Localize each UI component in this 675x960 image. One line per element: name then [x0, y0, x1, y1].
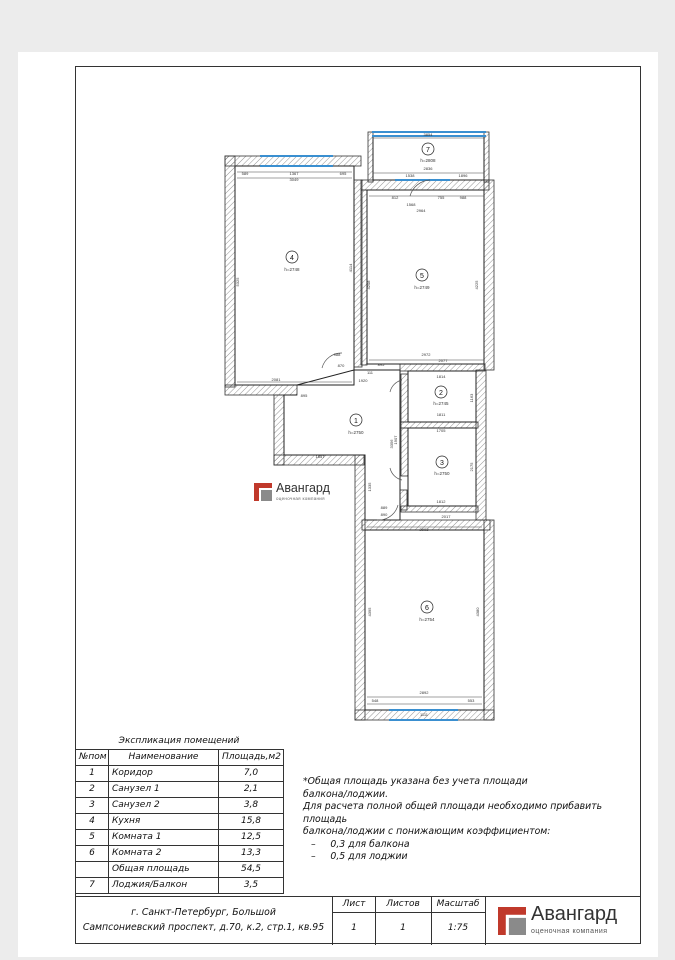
- dim-label: 1907: [393, 435, 398, 445]
- wall: [361, 190, 367, 365]
- note-line: балкона/лоджии с понижающим коэффициентом:: [303, 826, 551, 837]
- dim-label: 1811: [436, 412, 446, 417]
- cell-area: 3,5: [219, 878, 284, 894]
- room-num: 6: [425, 605, 429, 612]
- dim-label: 2892: [419, 690, 429, 695]
- scale-value: 1:75: [447, 923, 469, 933]
- table-row: [76, 830, 284, 846]
- dim-label: 890: [380, 512, 388, 517]
- table-header-row: [76, 750, 284, 766]
- wall: [368, 132, 373, 182]
- dim-label: 1538: [405, 173, 415, 178]
- wall: [484, 520, 494, 720]
- wall: [476, 370, 486, 520]
- dim-label: 548: [371, 698, 379, 703]
- room-num: 3: [440, 460, 444, 467]
- dim-label: 1896: [458, 173, 468, 178]
- note-line: Для расчета полной общей площади необходимо прибавить: [303, 801, 603, 812]
- wall: [400, 490, 407, 510]
- table-row: [76, 814, 284, 830]
- dim-label: 5325: [235, 277, 240, 287]
- wall: [225, 156, 235, 387]
- dim-label: 1568: [406, 202, 416, 207]
- dim-label: 2081: [271, 377, 281, 382]
- wall: [225, 156, 361, 166]
- dim-label: 988: [459, 195, 467, 200]
- dim-label: 2972: [421, 352, 431, 357]
- wall: [484, 180, 494, 370]
- dim-label: 111: [366, 370, 374, 375]
- dim-label: 1920: [358, 378, 368, 383]
- cell-name: Комната 1: [109, 830, 219, 846]
- dim-label: 895: [300, 393, 308, 398]
- sheets-label: Листов: [375, 897, 431, 913]
- note-line: площадь: [303, 813, 348, 825]
- scale-label: Масштаб: [431, 897, 485, 913]
- dim-label: 1111: [419, 712, 429, 717]
- dim-label: 3854: [423, 132, 433, 137]
- dim-label: 870: [337, 363, 345, 368]
- sheet-col: [333, 897, 376, 945]
- dim-label: 4225: [474, 280, 479, 290]
- logo-brand: Авангард: [531, 903, 618, 925]
- table-row: [76, 862, 284, 878]
- cell-area: 54,5: [219, 862, 284, 878]
- avangard-logo-icon: [498, 907, 526, 935]
- dim-label: 4395: [367, 607, 372, 617]
- dim-label: 889: [380, 505, 388, 510]
- cell-num: 5: [76, 830, 109, 846]
- table-row: [76, 798, 284, 814]
- wall: [400, 364, 485, 371]
- wall: [401, 428, 408, 476]
- company-logo: [498, 903, 638, 939]
- dim-label: 1367: [289, 171, 299, 176]
- logo-tagline: оценочная компания: [531, 928, 608, 935]
- dim-label: 1812: [436, 499, 446, 504]
- dim-label: 4114: [348, 263, 353, 273]
- cell-area: 3,8: [219, 798, 284, 814]
- wall: [225, 385, 297, 395]
- sheets-value: 1: [400, 923, 406, 933]
- dim-label: 2017: [441, 514, 451, 519]
- cell-num: 1: [76, 766, 109, 782]
- cell-num: 2: [76, 782, 109, 798]
- wall: [401, 506, 478, 512]
- cell-name: Комната 2: [109, 846, 219, 862]
- room-height: h=2808: [420, 158, 436, 163]
- dim-label: 2077: [438, 358, 448, 363]
- cell-name: Санузел 2: [109, 798, 219, 814]
- table-row: [76, 846, 284, 862]
- dim-label: 2836: [423, 166, 433, 171]
- plan-logo-tagline: оценочная компания: [276, 496, 325, 501]
- room-height: h=2748: [284, 267, 300, 272]
- col-header: №пом: [76, 750, 109, 766]
- cell-name: Лоджия/Балкон: [109, 878, 219, 894]
- sheet-value: 1: [351, 923, 357, 933]
- dim-label: 1814: [436, 374, 446, 379]
- dim-label: 1335: [367, 482, 372, 492]
- col-header: Наименование: [109, 750, 219, 766]
- dim-label: 4208: [366, 280, 371, 290]
- note-coef: – 0,3 для балкона: [311, 838, 410, 850]
- cell-area: 15,8: [219, 814, 284, 830]
- plan-logo-brand: Авангард: [276, 481, 330, 495]
- room-height: h=2750: [348, 430, 364, 435]
- scale-col: [431, 897, 486, 945]
- dim-label: 2903: [419, 527, 429, 532]
- dim-label: 1705: [436, 428, 446, 433]
- wall: [401, 374, 408, 422]
- cell-area: 7,0: [219, 766, 284, 782]
- cell-num: 7: [76, 878, 109, 894]
- room-height: h=2745: [433, 401, 449, 406]
- cell-name: Кухня: [109, 814, 219, 830]
- wall: [361, 180, 489, 190]
- wall: [355, 455, 365, 720]
- dim-label: 895: [377, 362, 385, 367]
- area-note: [303, 776, 633, 864]
- cell-name: Санузел 1: [109, 782, 219, 798]
- avangard-logo-icon: [254, 483, 272, 501]
- room-num: 7: [426, 147, 430, 154]
- dim-label: 3049: [289, 177, 299, 182]
- address-line-1: г. Санкт-Петербург, Большой: [131, 907, 276, 918]
- room-num: 4: [290, 255, 294, 262]
- cell-num: [76, 862, 109, 878]
- room-num: 2: [439, 390, 443, 397]
- address-line-2: Сампсониевский проспект, д.70, к.2, стр.1, кв.95: [82, 922, 325, 933]
- dim-label: 2964: [416, 208, 426, 213]
- room-height: h=2754: [419, 617, 435, 622]
- col-header: Площадь,м2: [219, 750, 284, 766]
- table-row: [76, 878, 284, 894]
- cell-name: Коридор: [109, 766, 219, 782]
- address: [75, 897, 333, 945]
- room-height: h=2750: [434, 471, 450, 476]
- cell-num: 4: [76, 814, 109, 830]
- cell-area: 13,3: [219, 846, 284, 862]
- room-height: h=2749: [414, 285, 430, 290]
- cell-num: 3: [76, 798, 109, 814]
- sheet-label: Лист: [333, 897, 375, 913]
- table-row: [76, 766, 284, 782]
- dim-label: 988: [333, 352, 341, 357]
- note-line: балкона/лоджии.: [303, 788, 389, 800]
- note-line: *Общая площадь указана без учета площади: [303, 776, 528, 787]
- dim-label: 1857: [315, 454, 325, 459]
- cell-name: Общая площадь: [109, 862, 219, 878]
- dim-label: 3356: [389, 439, 394, 449]
- dim-label: 755: [437, 195, 445, 200]
- dim-label: 1163: [469, 393, 474, 403]
- wall: [274, 395, 284, 465]
- dim-label: 4380: [475, 607, 480, 617]
- explication-table: [75, 733, 283, 894]
- dim-label: 695: [339, 171, 347, 176]
- plan-logo: [254, 481, 344, 505]
- dim-label: 812: [391, 195, 399, 200]
- cell-num: 6: [76, 846, 109, 862]
- sheets-col: [375, 897, 432, 945]
- cell-area: 12,5: [219, 830, 284, 846]
- dim-label: 589: [241, 171, 249, 176]
- explication-title: Экспликация помещений: [118, 736, 240, 746]
- wall: [484, 132, 489, 182]
- room-num: 1: [354, 418, 358, 425]
- dim-label: 553: [467, 698, 475, 703]
- dim-label: 2175: [469, 462, 474, 472]
- note-coef: – 0,5 для лоджии: [311, 851, 408, 862]
- room-num: 5: [420, 273, 424, 280]
- table-row: [76, 782, 284, 798]
- cell-area: 2,1: [219, 782, 284, 798]
